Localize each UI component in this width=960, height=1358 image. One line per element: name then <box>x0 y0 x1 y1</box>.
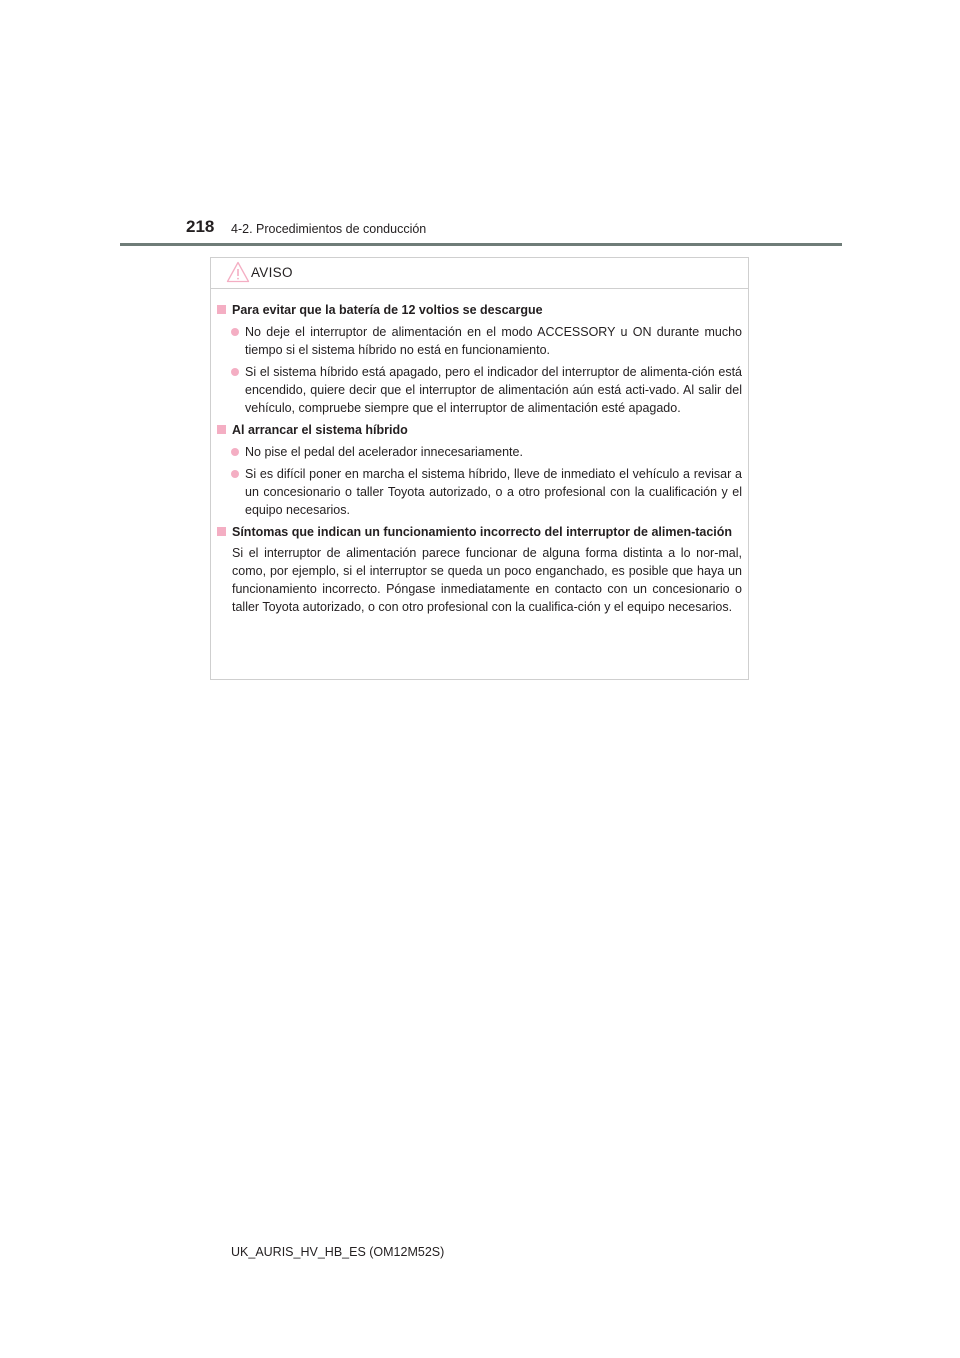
square-bullet-icon <box>217 527 226 536</box>
list-item-text: Si es difícil poner en marcha el sistema híbrido, lleve de inmediato el vehículo a revisar a un concesionario o taller Toyota autorizado, o a otro profesional con la cualificación y el equipo necesarios. <box>245 467 742 517</box>
warning-triangle-icon <box>226 261 250 283</box>
section-heading <box>217 301 742 319</box>
document-code: UK_AURIS_HV_HB_ES (OM12M52S) <box>231 1245 445 1259</box>
circle-bullet-icon <box>231 470 239 478</box>
section-paragraph: Si el interruptor de alimentación parece funcionar de alguna forma distinta a lo nor-mal, como, por ejemplo, si el interruptor se queda un poco enganchado, es posible que haya un funcionamiento incorrecto. Póngase inmediatamente en contacto con un concesionario o taller Toyota autorizado, o con otro profesional con la cualifica-ción y el equipo necesarios. <box>232 546 742 614</box>
header-rule <box>120 243 842 246</box>
list-item-text: No deje el interruptor de alimentación en el modo ACCESSORY u ON durante mucho tiempo si el sistema híbrido no está en funcionamiento. <box>245 325 742 357</box>
list-item <box>230 465 742 519</box>
list-item <box>230 363 742 417</box>
section-heading-text: Para evitar que la batería de 12 voltios se descargue <box>232 303 543 317</box>
section-title: 4-2. Procedimientos de conducción <box>231 222 427 236</box>
warning-box <box>210 257 749 680</box>
section-heading <box>217 523 742 541</box>
list-item <box>230 323 742 359</box>
list-item-text: No pise el pedal del acelerador innecesariamente. <box>245 445 523 459</box>
circle-bullet-icon <box>231 448 239 456</box>
square-bullet-icon <box>217 305 226 314</box>
list-item-text: Si el sistema híbrido está apagado, pero el indicador del interruptor de alimenta-ción está encendido, quiere decir que el interruptor de alimentación aún está acti-vado. Al salir del vehículo, compruebe siempre que el interruptor de alimentación esté apagado. <box>245 365 742 415</box>
list-item <box>230 443 742 461</box>
section-heading-text: Síntomas que indican un funcionamiento incorrecto del interruptor de alimen-tación <box>232 525 733 539</box>
circle-bullet-icon <box>231 328 239 336</box>
circle-bullet-icon <box>231 368 239 376</box>
warning-body <box>211 289 748 616</box>
warning-label: AVISO <box>251 265 293 280</box>
square-bullet-icon <box>217 425 226 434</box>
page-number: 218 <box>186 217 215 236</box>
section-heading <box>217 421 742 439</box>
section-heading-text: Al arrancar el sistema híbrido <box>232 423 408 437</box>
warning-header <box>211 258 748 289</box>
